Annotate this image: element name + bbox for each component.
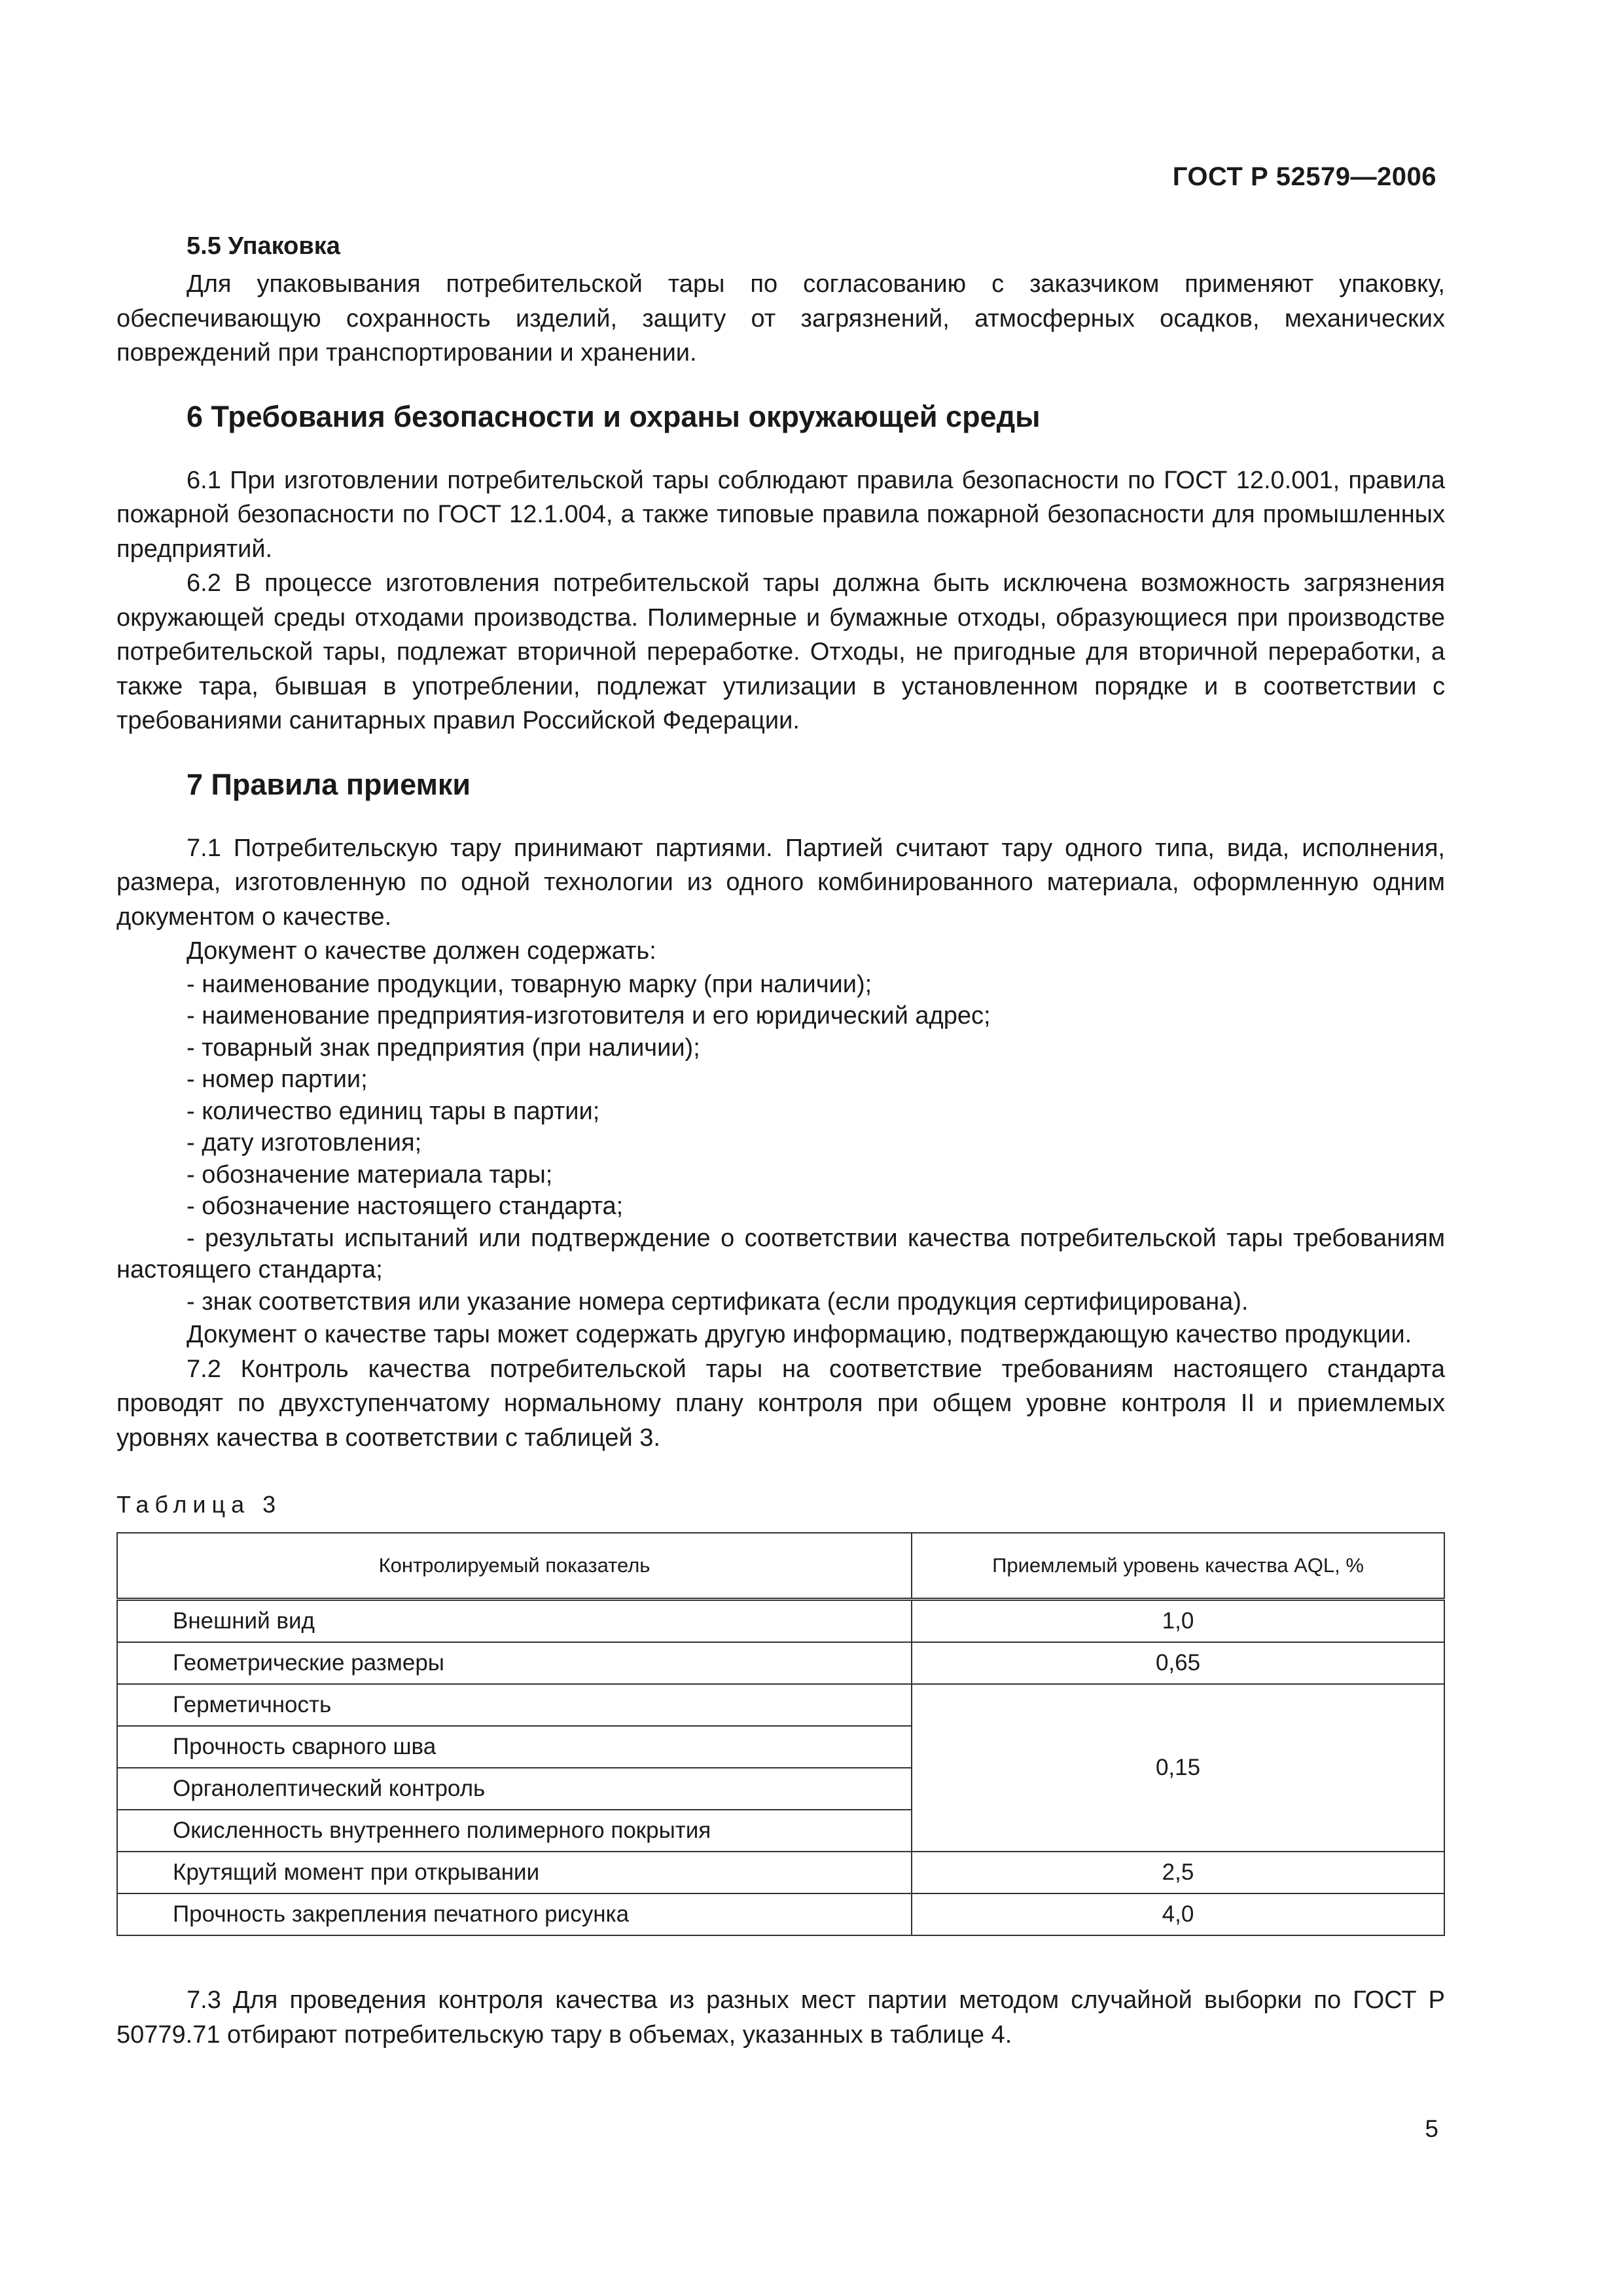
aql-cell: 4,0 bbox=[912, 1893, 1444, 1935]
list-item: - товарный знак предприятия (при наличии); bbox=[187, 1033, 700, 1062]
standard-code: ГОСТ Р 52579—2006 bbox=[1172, 162, 1436, 191]
indicator-cell: Герметичность bbox=[117, 1684, 912, 1726]
list-item: - обозначение настоящего стандарта; bbox=[187, 1193, 624, 1220]
table-3-caption: Таблица 3 bbox=[116, 1491, 282, 1518]
page-number: 5 bbox=[1425, 2115, 1438, 2142]
clause-6-1: 6.1 При изготовлении потребительской тары соблюдают правила безопасности по ГОСТ 12.0.001, правила пожарной безопасности по ГОСТ 12.1.004, а также типовые правила пожарной безопасности для промышленных предприятий. bbox=[116, 466, 1445, 563]
indicator-cell: Прочность сварного шва bbox=[117, 1726, 912, 1768]
indicator-cell: Крутящий момент при открывании bbox=[117, 1852, 912, 1893]
aql-cell: 0,65 bbox=[912, 1642, 1444, 1684]
subsection-5-5-text: Для упаковывания потребительской тары по согласованию с заказчиком применяют упаковку, обеспечивающую сохранность изделий, защиту от загрязнений, атмосферных осадков, механических повреждений при транспортировании и хранении. bbox=[116, 270, 1445, 367]
list-item: - результаты испытаний или подтверждение о соответствии качества потребительской тары требованиям настоящего стандарта; bbox=[116, 1224, 1445, 1283]
list-item: - наименование предприятия-изготовителя и его юридический адрес; bbox=[187, 1002, 991, 1030]
subsection-5-5-title: 5.5 Упаковка bbox=[187, 232, 340, 260]
list-item: - знак соответствия или указание номера сертификата (если продукция сертифицирована). bbox=[187, 1287, 1249, 1316]
table-row bbox=[117, 1642, 1444, 1684]
quality-document-intro: Документ о качестве должен содержать: bbox=[187, 937, 656, 965]
aql-cell: 2,5 bbox=[912, 1852, 1444, 1893]
column-header-indicator: Контролируемый показатель bbox=[117, 1533, 912, 1600]
clause-7-3: 7.3 Для проведения контроля качества из разных мест партии методом случайной выборки по ГОСТ Р 50779.71 отбирают потребительскую тару в объемах, указанных в таблице 4. bbox=[116, 1986, 1445, 2049]
indicator-cell: Внешний вид bbox=[117, 1600, 912, 1643]
clause-6-2: 6.2 В процессе изготовления потребительской тары должна быть исключена возможность загрязнения окружающей среды отходами производства. Полимерные и бумажные отходы, образующиеся при производстве потребительской тары, подлежат вторичной переработке. Отходы, не пригодные для вторичной переработки, а также тара, бывшая в употреблении, подлежат утилизации в установленном порядке и в соответствии с требованиями санитарных правил Российской Федерации. bbox=[116, 569, 1445, 734]
section-7-title: 7 Правила приемки bbox=[187, 767, 471, 801]
table-header-row bbox=[117, 1533, 1444, 1600]
table-row bbox=[117, 1893, 1444, 1935]
clause-7-2: 7.2 Контроль качества потребительской тары на соответствие требованиям настоящего стандарта проводят по двухступенчатому нормальному плану контроля при общем уровне контроля II и приемлемых уровнях качества в соответствии с таблицей 3. bbox=[116, 1355, 1445, 1452]
list-item: - наименование продукции, товарную марку (при наличии); bbox=[187, 970, 872, 998]
list-item: - количество единиц тары в партии; bbox=[187, 1097, 600, 1125]
quality-document-extra: Документ о качестве тары может содержать другую информацию, подтверждающую качество продукции. bbox=[187, 1321, 1412, 1348]
indicator-cell: Геометрические размеры bbox=[117, 1642, 912, 1684]
table-row bbox=[117, 1852, 1444, 1893]
section-6-title: 6 Требования безопасности и охраны окружающей среды bbox=[187, 399, 1041, 433]
indicator-cell: Окисленность внутреннего полимерного покрытия bbox=[117, 1810, 912, 1852]
column-header-aql: Приемлемый уровень качества AQL, % bbox=[912, 1533, 1444, 1600]
list-item: - дату изготовления; bbox=[187, 1129, 422, 1157]
table-row bbox=[117, 1600, 1444, 1643]
aql-cell: 1,0 bbox=[912, 1600, 1444, 1643]
aql-cell-merged: 0,15 bbox=[912, 1684, 1444, 1852]
table-row bbox=[117, 1684, 1444, 1726]
clause-7-1: 7.1 Потребительскую тару принимают партиями. Партией считают тару одного типа, вида, исполнения, размера, изготовленную по одной технологии из одного комбинированного материала, оформленную одним документом о качестве. bbox=[116, 834, 1445, 931]
indicator-cell: Прочность закрепления печатного рисунка bbox=[117, 1893, 912, 1935]
list-item: - номер партии; bbox=[187, 1066, 368, 1093]
table-3 bbox=[116, 1532, 1445, 1936]
quality-document-list bbox=[116, 969, 1445, 1318]
page-content bbox=[116, 229, 1445, 2052]
list-item: - обозначение материала тары; bbox=[187, 1160, 553, 1189]
indicator-cell: Органолептический контроль bbox=[117, 1768, 912, 1810]
